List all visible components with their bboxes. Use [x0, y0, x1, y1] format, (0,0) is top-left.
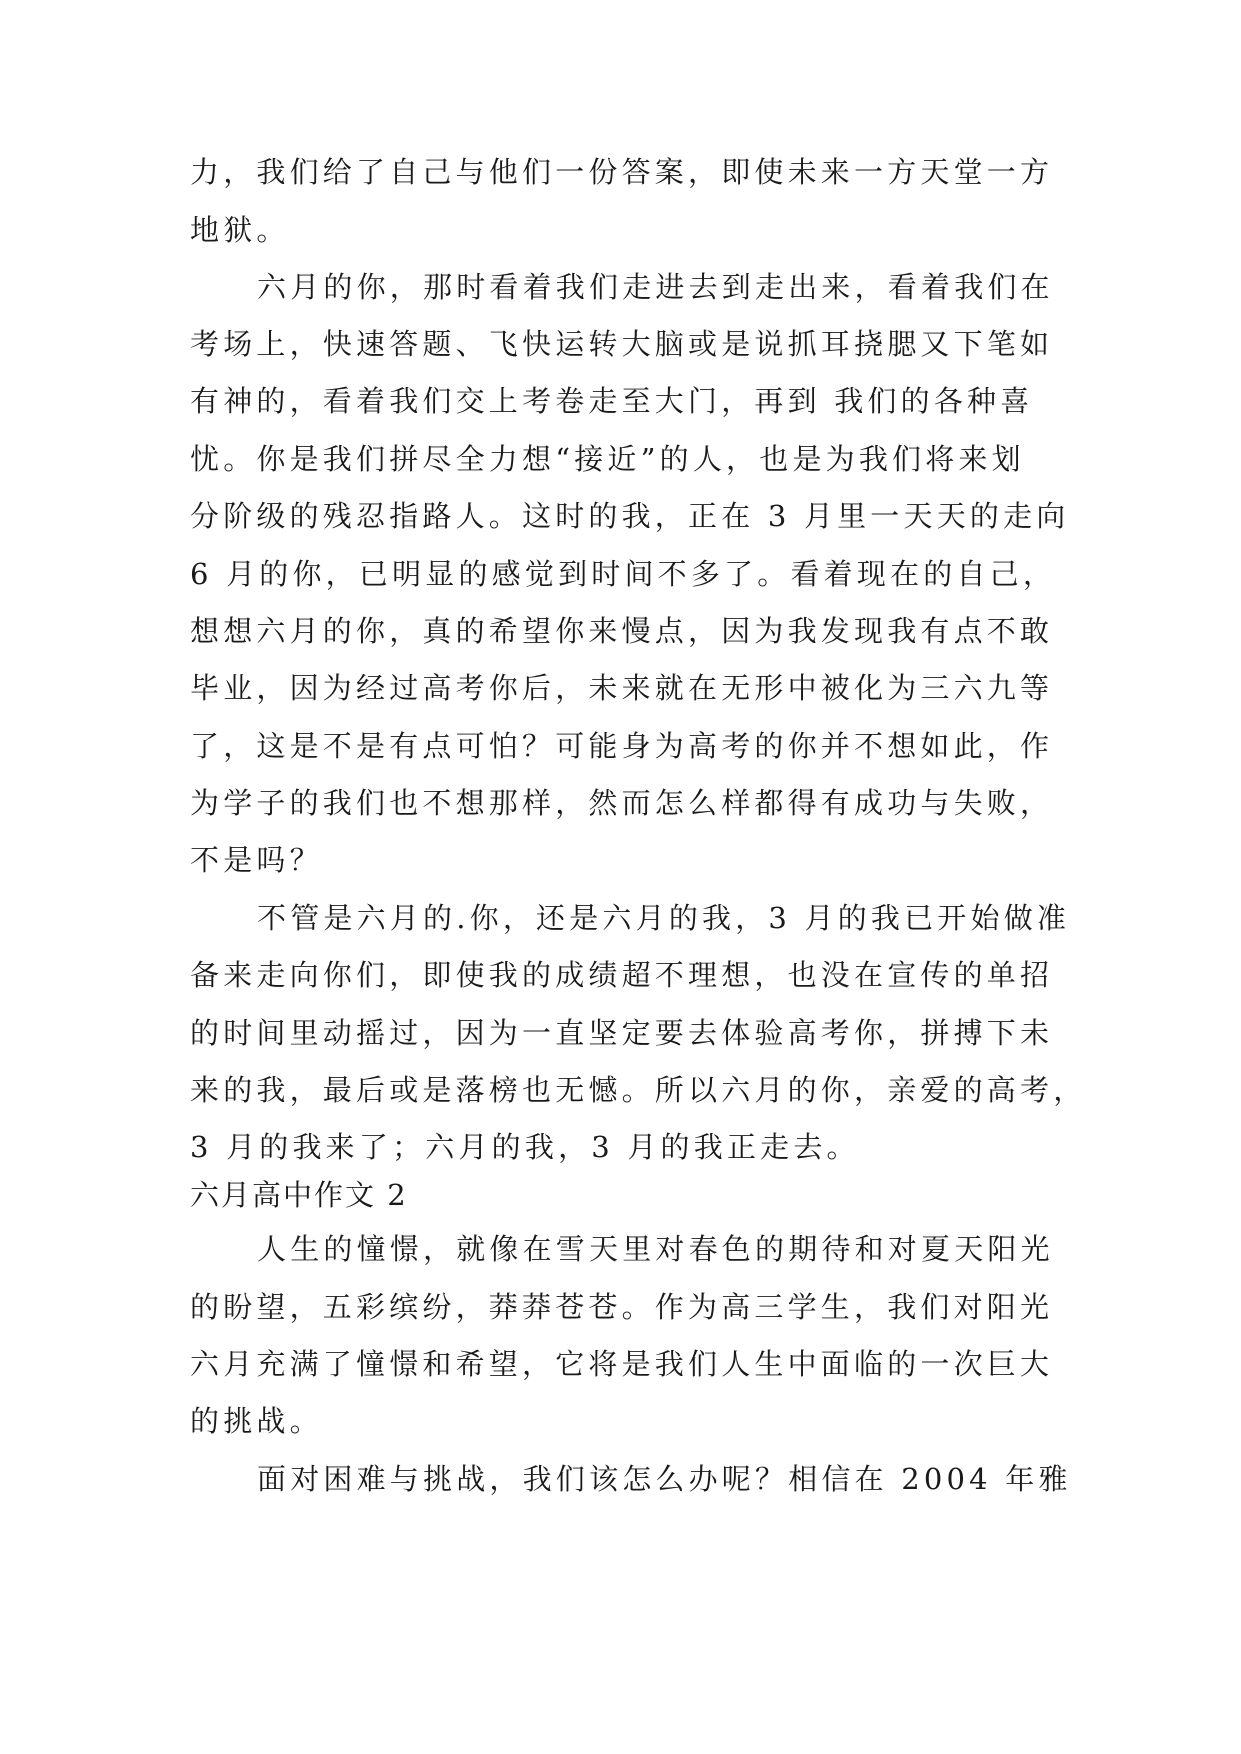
section-heading: 六月高中作文 2: [190, 1178, 408, 1212]
text-line: 有神的，看着我们交上考卷走至大门，再到 我们的各种喜: [190, 384, 1034, 418]
paragraph-first-line: 不管是六月的.你，还是六月的我，3 月的我已开始做准: [257, 901, 1071, 935]
text-line: 分阶级的残忍指路人。这时的我，正在 3 月里一天天的走向: [190, 499, 1070, 533]
text-line: 备来走向你们，即使我的成绩超不理想，也没在宣传的单招: [190, 958, 1054, 992]
text-line: 不是吗？: [190, 843, 323, 877]
text-line: 6 月的你，已明显的感觉到时间不多了。看着现在的自己，: [190, 557, 1057, 591]
text-line: 3 月的我来了；六月的我，3 月的我正走去。: [190, 1130, 860, 1164]
text-line: 力，我们给了自己与他们一份答案，即使未来一方天堂一方: [190, 155, 1054, 189]
text-line: 地狱。: [190, 213, 290, 247]
paragraph-first-line: 人生的憧憬，就像在雪天里对春色的期待和对夏天阳光: [257, 1232, 1054, 1266]
text-line: 六月充满了憧憬和希望，它将是我们人生中面临的一次巨大: [190, 1347, 1054, 1381]
paragraph-first-line: 面对困难与挑战，我们该怎么办呢？相信在 2004 年雅: [257, 1462, 1072, 1496]
text-line: 考场上，快速答题、飞快运转大脑或是说抓耳挠腮又下笔如: [190, 327, 1054, 361]
text-line: 为学子的我们也不想那样，然而怎么样都得有成功与失败，: [190, 786, 1054, 820]
text-line: 毕业，因为经过高考你后，未来就在无形中被化为三六九等: [190, 671, 1054, 705]
text-line: 忧。你是我们拼尽全力想“接近”的人，也是为我们将来划: [190, 442, 1025, 476]
text-line: 想想六月的你，真的希望你来慢点，因为我发现我有点不敢: [190, 614, 1054, 648]
text-line: 的盼望，五彩缤纷，莽莽苍苍。作为高三学生，我们对阳光: [190, 1290, 1054, 1324]
paragraph-first-line: 六月的你，那时看着我们走进去到走出来，看着我们在: [257, 270, 1054, 304]
text-line: 了，这是不是有点可怕？可能身为高考的你并不想如此，作: [190, 729, 1054, 763]
text-line: 来的我，最后或是落榜也无憾。所以六月的你，亲爱的高考，: [190, 1073, 1087, 1107]
text-line: 的挑战。: [190, 1404, 323, 1438]
text-line: 的时间里动摇过，因为一直坚定要去体验高考你，拼搏下未: [190, 1016, 1054, 1050]
